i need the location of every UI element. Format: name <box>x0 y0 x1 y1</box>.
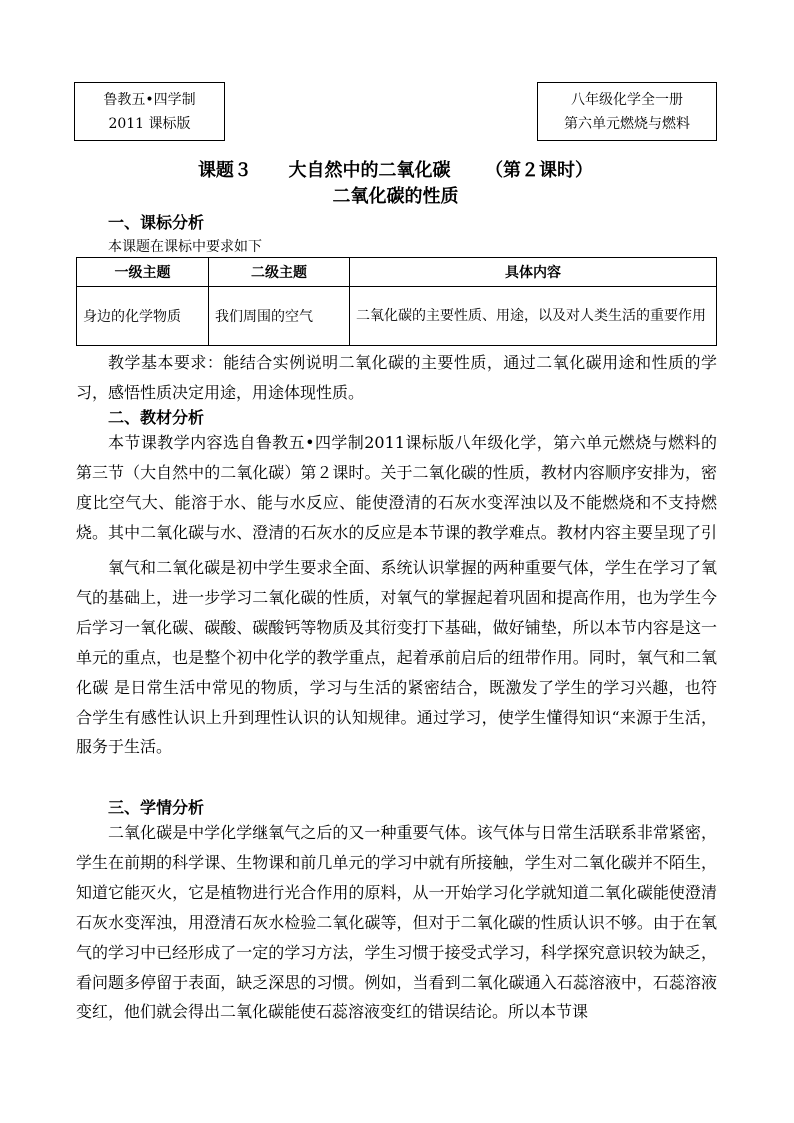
textbook-analysis-paragraph-2: 氧气和二氧化碳是初中学生要求全面、系统认识掌握的两种重要气体，学生在学习了氧气的基础上，进一步学习二氧化碳的性质，对氧气的掌握起着巩固和提高作用，也为学生今后学习一氧化碳、碳酸、碳酸钙等物质及其衍变打下基础，做好铺垫，所以本节内容是这一单元的重点，也是整个初中化学的教学重点，起着承前启后的纽带作用。同时，氧气和二氧化碳 是日常生活中常见的物质，学习与生活的紧密结合，既激发了学生的学习兴趣，也符合学生有感性认识上升到理性认识的认知规律。通过学习，使学生懂得知识“来源于生活，服务于生活。 <box>76 558 717 757</box>
table-cell: 二氧化碳的主要性质、用途，以及对人类生活的重要作用 <box>350 287 717 346</box>
student-analysis-paragraph: 二氧化碳是中学化学继氧气之后的又一种重要气体。该气体与日常生活联系非常紧密，学生在前期的科学课、生物课和前几单元的学习中就有所接触，学生对二氧化碳并不陌生，知道它能灭火，它是植物进行光合作用的原料，从一开始学习化学就知道二氧化碳能使澄清石灰水变浑浊，用澄清石灰水检验二氧化碳等，但对于二氧化碳的性质认识不够。由于在氧气的学习中已经形成了一定的学习方法，学生习惯于接受式学习，科学探究意识较为缺乏，看问题多停留于表面，缺乏深思的习惯。例如，当看到二氧化碳通入石蕊溶液中，石蕊溶液变红，他们就会得出二氧化碳能使石蕊溶液变红的错误结论。所以本节课 <box>76 823 717 1022</box>
section-heading-curriculum: 一、课标分析 <box>108 213 205 232</box>
lesson-subtitle: 二氧化碳的性质 <box>332 186 459 207</box>
table-cell: 我们周围的空气 <box>209 287 350 346</box>
lesson-period: （第２课时） <box>485 160 594 181</box>
book-unit-box <box>537 82 717 141</box>
unit-title: 第六单元燃烧与燃料 <box>564 116 690 132</box>
table-header-cell: 具体内容 <box>350 258 717 287</box>
table-row <box>77 287 717 346</box>
curriculum-table <box>76 257 717 346</box>
book-title: 八年级化学全一册 <box>571 92 683 108</box>
table-header-row <box>77 258 717 287</box>
curriculum-intro: 本课题在课标中要求如下 <box>108 239 262 255</box>
lesson-topic: 大自然中的二氧化碳 <box>288 160 451 181</box>
edition-box <box>74 82 225 141</box>
lesson-title <box>74 156 717 182</box>
section-heading-students: 三、学情分析 <box>108 798 205 817</box>
table-header-cell: 二级主题 <box>209 258 350 287</box>
section-heading-textbook: 二、教材分析 <box>108 408 205 427</box>
edition-line-2: 2011 课标版 <box>108 116 191 132</box>
table-header-cell: 一级主题 <box>77 258 209 287</box>
textbook-analysis-paragraph-1: 本节课教学内容选自鲁教五•四学制2011课标版八年级化学，第六单元燃烧与燃料的第三节（大自然中的二氧化碳）第２课时。关于二氧化碳的性质，教材内容顺序安排为，密度比空气大、能溶于水、能与水反应、能使澄清的石灰水变浑浊以及不能燃烧和不支持燃烧。其中二氧化碳与水、澄清的石灰水的反应是本节课的教学难点。教材内容主要呈现了引 <box>76 433 717 542</box>
teaching-requirement: 教学基本要求：能结合实例说明二氧化碳的主要性质，通过二氧化碳用途和性质的学习，感悟性质决定用途，用途体现性质。 <box>76 353 717 402</box>
table-cell: 身边的化学物质 <box>77 287 209 346</box>
lesson-number: 课题３ <box>197 160 252 181</box>
edition-line-1: 鲁教五•四学制 <box>103 92 196 108</box>
